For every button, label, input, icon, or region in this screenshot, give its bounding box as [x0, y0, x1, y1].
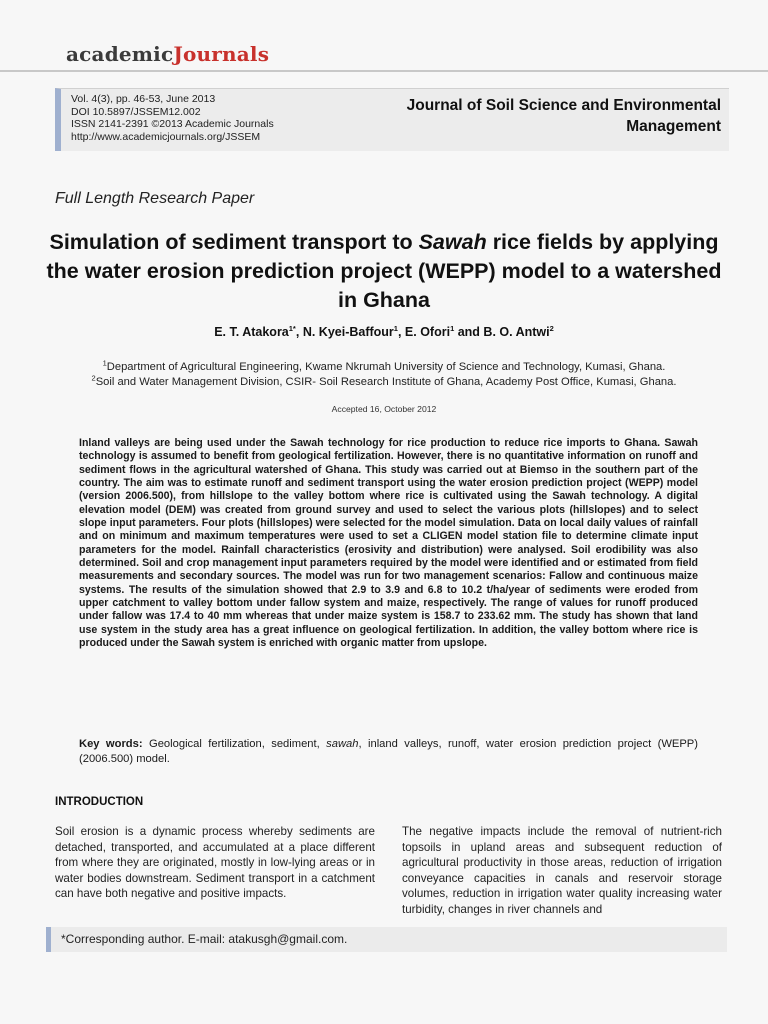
keywords-italic: sawah: [326, 738, 359, 750]
title-part: rice fields by applying the water erosion prediction project (WEPP) model to a watershed in Ghana: [46, 230, 722, 312]
keywords: [79, 737, 698, 766]
author-name: E. T. Atakora: [214, 325, 289, 339]
author-separator: ,: [397, 325, 405, 339]
publication-meta: [71, 93, 274, 144]
logo-suffix: Journals: [173, 42, 270, 66]
publisher-logo: [66, 42, 269, 66]
meta-url[interactable]: http://www.academicjournals.org/JSSEM: [71, 131, 261, 144]
affiliation: [40, 375, 728, 390]
journal-name: [361, 95, 721, 137]
footnote-text: *Corresponding author. E-mail: atakusgh@gmail.com.: [61, 932, 348, 946]
author-affil-mark: 1*: [288, 323, 296, 333]
author-name: N. Kyei-Baffour: [302, 325, 394, 339]
corresponding-author-footnote: [46, 927, 727, 952]
affiliation-text: Soil and Water Management Division, CSIR- Soil Research Institute of Ghana, Academy Post Office, Kumasi, Ghana.: [95, 376, 677, 389]
author-name: B. O. Antwi: [483, 325, 550, 339]
keywords-label: Key words:: [79, 738, 143, 750]
paper-type: Full Length Research Paper: [55, 190, 255, 207]
title-part: Simulation of sediment transport to: [49, 230, 419, 254]
paper-title: [40, 228, 728, 315]
title-italic: Sawah: [418, 230, 487, 254]
journal-header-box: [55, 88, 729, 151]
logo-prefix: academic: [66, 42, 174, 66]
meta-doi: DOI 10.5897/JSSEM12.002: [71, 105, 201, 118]
author-separator: ,: [295, 325, 303, 339]
author-name: E. Ofori: [404, 325, 451, 339]
affiliations: [40, 360, 728, 391]
meta-issn: ISSN 2141-2391 ©2013 Academic Journals: [71, 118, 274, 131]
meta-volume: Vol. 4(3), pp. 46-53, June 2013: [71, 93, 216, 105]
affiliation-mark: 2: [91, 373, 96, 383]
keywords-text: , inland valleys, runoff, water erosion prediction project (WEPP) (2006.500) model.: [79, 738, 698, 765]
author-list: [40, 325, 728, 339]
affiliation: [40, 360, 728, 375]
header-rule: [0, 70, 768, 72]
accepted-date: Accepted 16, October 2012: [331, 404, 437, 414]
journal-name-line1: Journal of Soil Science and Environmental: [406, 97, 721, 114]
keywords-text: Geological fertilization, sediment,: [142, 738, 327, 750]
author-affil-mark: 1: [450, 323, 455, 333]
author-separator: and: [454, 325, 484, 339]
abstract: Inland valleys are being used under the Sawah technology for rice production to reduce rice imports to Ghana. Sawah technology is assumed to benefit from geological fertilization. However, there is no quantitative information on runoff and sediment flows in the agricultural watershed of Ghana. This study was carried out at Biemso in the southern part of the country. The aim was to estimate runoff and sediment transport using the water erosion prediction project (WEPP) model (version 2006.500), from hillslope to the valley bottom where rice is cultivated using the Sawah technology. A digital elevation model (DEM) was created from ground survey and used to select the various plots (hillslopes) and to select slope input parameters. Four plots (hillslopes) were selected for the model simulation. Data on local daily values of rainfall and on minimum and maximum temperatures were used to set a CLIGEN model station file to determine climate input parameters for the model. Rainfall characteristics (erosivity and distribution) were analysed. Soil erodibility was also determined. Soil and crop management input parameters required by the model were identified and or estimated from field measurements and secondary sources. The model was run for two management scenarios: Fallow and continuous maize systems. The results of the simulation showed that 2.9 to 3.9 and 6.8 to 10.2 t/ha/year of sediments were eroded from upper catchment to valley bottom under fallow system and maize, respectively. The range of values for runoff produced under fallow was 17.4 to 40 mm whereas that under maize system is 158.7 to 233.62 mm. The study has shown that land use system in the study area has a great influence on geological fertilization. In addition, the valley bottom where rice is produced under the Sawah system is enriched with organic matter from upslope.: [79, 437, 698, 650]
journal-name-line2: Management: [626, 118, 721, 135]
author-affil-mark: 1: [393, 323, 398, 333]
affiliation-mark: 1: [102, 358, 107, 368]
section-heading-introduction: INTRODUCTION: [55, 796, 144, 808]
affiliation-text: Department of Agricultural Engineering, Kwame Nkrumah University of Science and Technology, Kumasi, Ghana.: [106, 361, 666, 373]
body-column-left: Soil erosion is a dynamic process whereby sediments are detached, transported, and accumulated at a place different from where they are originated, mostly in low-lying areas or in water bodies downstream. Sediment transport in a catchment can have both negative and positive impacts.: [55, 825, 375, 900]
body-column-right: The negative impacts include the removal of nutrient-rich topsoils in upland areas and subsequent reduction of agricultural productivity in those areas, reduction of irrigation conveyance capacities in canals and reservoir storage volumes, reduction in irrigation water quality increasing water turbidity, changes in river channels and: [402, 825, 722, 916]
author-affil-mark: 2: [549, 323, 554, 333]
